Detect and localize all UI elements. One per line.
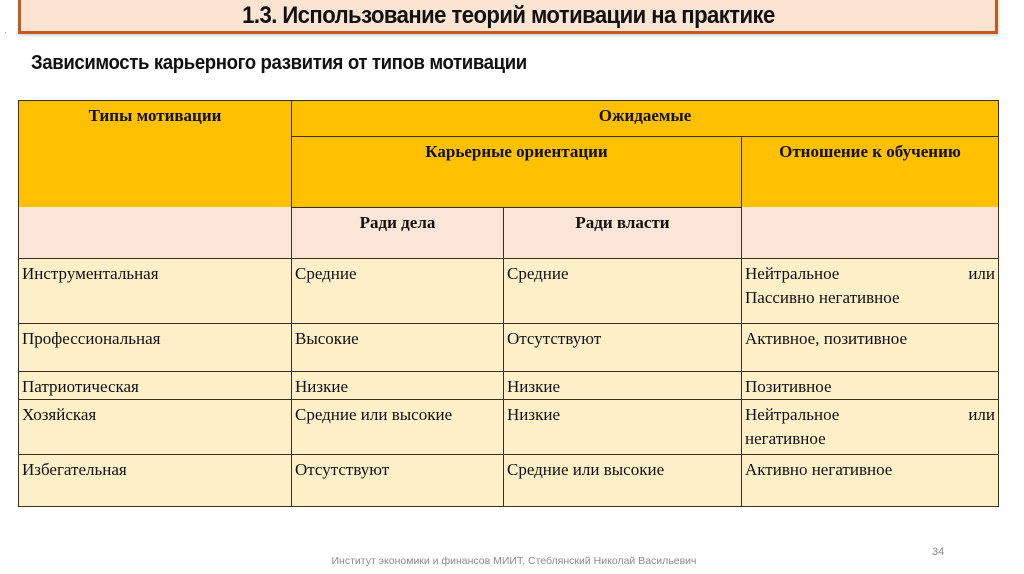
header-types-blank [19,207,291,258]
cell-for-work: Средние или высокие [292,400,504,455]
cell-type: Избегательная [19,455,292,507]
stray-dot [5,32,6,33]
header-learning-cell [742,137,999,259]
cell-type: Инструментальная [19,259,292,324]
cell-for-power: Средние [504,259,742,324]
table-row [19,324,999,372]
header-learning-attitude: Отношение к обучению [742,137,998,207]
header-for-power: Ради власти [504,208,742,259]
cell-learning: Активное, позитивное [742,324,999,372]
slide-title: 1.3. Использование теорий мотивации на практике [241,1,775,29]
cell-type: Патриотическая [19,372,292,400]
cell-learning-part-2: или [968,405,995,424]
motivation-table [18,100,999,507]
cell-for-power: Средние или высокие [504,455,742,507]
cell-for-work: Низкие [292,372,504,400]
header-types-cell [19,101,292,259]
header-types: Типы мотивации [19,101,291,207]
cell-learning [742,400,999,455]
cell-learning: Активно негативное [742,455,999,507]
slide-subtitle: Зависимость карьерного развития от типов мотивации [31,52,527,74]
cell-for-power: Низкие [504,372,742,400]
cell-type: Профессиональная [19,324,292,372]
header-learning-blank [742,207,998,258]
cell-learning: Позитивное [742,372,999,400]
cell-learning [742,259,999,324]
cell-learning-part-3: негативное [745,429,826,448]
header-career-orientations: Карьерные ориентации [292,137,742,208]
cell-for-power: Отсутствуют [504,324,742,372]
cell-for-work: Отсутствуют [292,455,504,507]
cell-for-work: Высокие [292,324,504,372]
cell-for-power: Низкие [504,400,742,455]
table-row [19,259,999,324]
header-for-work: Ради дела [292,208,504,259]
page-number: 34 [932,546,945,558]
header-expected: Ожидаемые [292,101,999,137]
cell-type: Хозяйская [19,400,292,455]
table-row [19,372,999,400]
cell-learning-part-1: Нейтральное [745,264,840,283]
table-row [19,455,999,507]
table-row [19,400,999,455]
cell-learning-part-3: Пассивно негативное [745,288,900,307]
cell-learning-part-2: или [968,264,995,283]
cell-learning-part-1: Нейтральное [745,405,840,424]
slide-title-banner [18,0,998,34]
cell-for-work: Средние [292,259,504,324]
footer-credit: Институт экономики и финансов МИИТ, Стеблянский Николай Васильевич [331,555,697,567]
